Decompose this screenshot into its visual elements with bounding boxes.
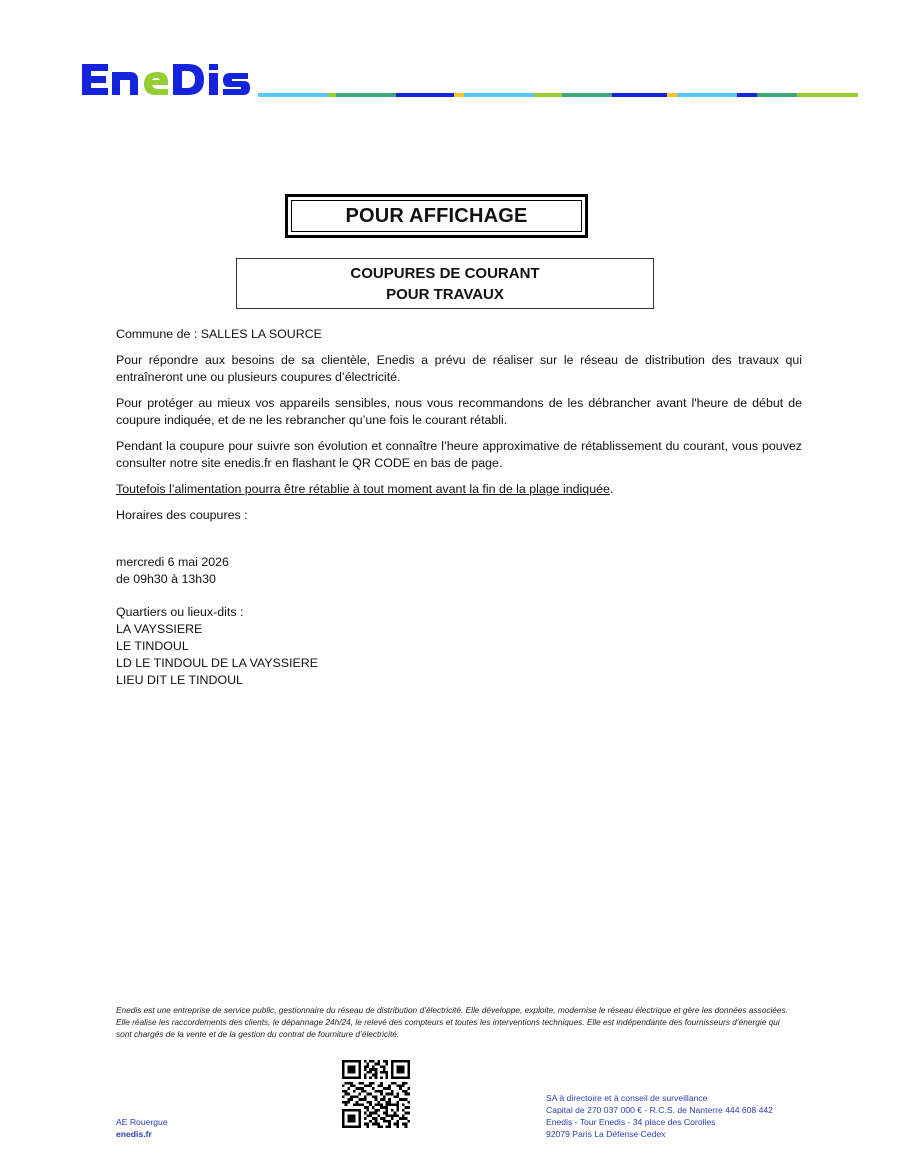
places-heading: Quartiers ou lieux-dits : <box>116 605 244 619</box>
paragraph-intro: Pour répondre aux besoins de sa clientèle, Enedis a prévu de réaliser sur le réseau de distribution des travaux qui entraîneront une ou plusieurs coupures d’électricité. <box>116 353 802 384</box>
legal-line: Capital de 270 037 000 € - R.C.S. de Nanterre 444 608 442 <box>546 1105 773 1115</box>
pour-affichage-banner <box>285 194 588 238</box>
places-block <box>116 604 802 689</box>
footer-agency <box>116 1116 168 1140</box>
place-item: LA VAYSSIERE <box>116 622 203 636</box>
place-item: LD LE TINDOUL DE LA VAYSSIERE <box>116 656 318 670</box>
schedule-block <box>116 554 802 588</box>
qr-code-icon <box>342 1060 410 1128</box>
enedis-logo-icon <box>78 58 254 100</box>
legal-line: 92079 Paris La Défense Cedex <box>546 1129 666 1139</box>
schedule-time: de 09h30 à 13h30 <box>116 572 216 586</box>
enedis-logo <box>78 58 254 100</box>
agency-name: AE Rouergue <box>116 1117 168 1127</box>
legal-line: SA à directoire et à conseil de surveillance <box>546 1093 708 1103</box>
qr-code[interactable] <box>342 1060 410 1128</box>
schedule-heading: Horaires des coupures : <box>116 508 248 522</box>
notice-restoration-text: Toutefois l’alimentation pourra être rétablie à tout moment avant la fin de la plage indiquée <box>116 482 610 496</box>
commune-line: Commune de : SALLES LA SOURCE <box>116 327 322 341</box>
notice-body <box>116 326 802 689</box>
notice-restoration <box>116 481 802 498</box>
paragraph-tracking: Pendant la coupure pour suivre son évolution et connaître l’heure approximative de rétablissement du courant, vous pouvez consulter notre site enedis.fr en flashant le QR CODE en bas de page. <box>116 439 802 470</box>
place-item: LIEU DIT LE TINDOUL <box>116 673 243 687</box>
schedule-date: mercredi 6 mai 2026 <box>116 555 229 569</box>
website-link[interactable]: enedis.fr <box>116 1129 152 1139</box>
subtitle-line-2: POUR TRAVAUX <box>386 285 504 303</box>
footer-legal <box>546 1092 773 1140</box>
coupures-title-box <box>236 258 654 309</box>
paragraph-protection: Pour protéger au mieux vos appareils sensibles, nous vous recommandons de les débrancher avant l'heure de début de coupure indiquée, et de ne les rebrancher qu’une fois le courant rétabli. <box>116 396 802 427</box>
legal-line: Enedis - Tour Enedis - 34 place des Corolles <box>546 1117 716 1127</box>
company-disclaimer: Enedis est une entreprise de service public, gestionnaire du réseau de distribution d’électricité. Elle développe, exploite, modernise le réseau électrique et gère les données associées. Elle réalise les raccordements des clients, le dépannage 24h/24, le relevé des compteurs et toutes les interventions techniques. Elle est indépendante des fournisseurs d’énergie qui sont chargés de la vente et de la gestion du contrat de fourniture d’électricité. <box>116 1005 788 1039</box>
banner-title: POUR AFFICHAGE <box>291 200 582 232</box>
subtitle-line-1: COUPURES DE COURANT <box>350 264 540 282</box>
header-divider <box>258 93 858 97</box>
notice-restoration-end: . <box>609 482 614 496</box>
place-item: LE TINDOUL <box>116 639 189 653</box>
